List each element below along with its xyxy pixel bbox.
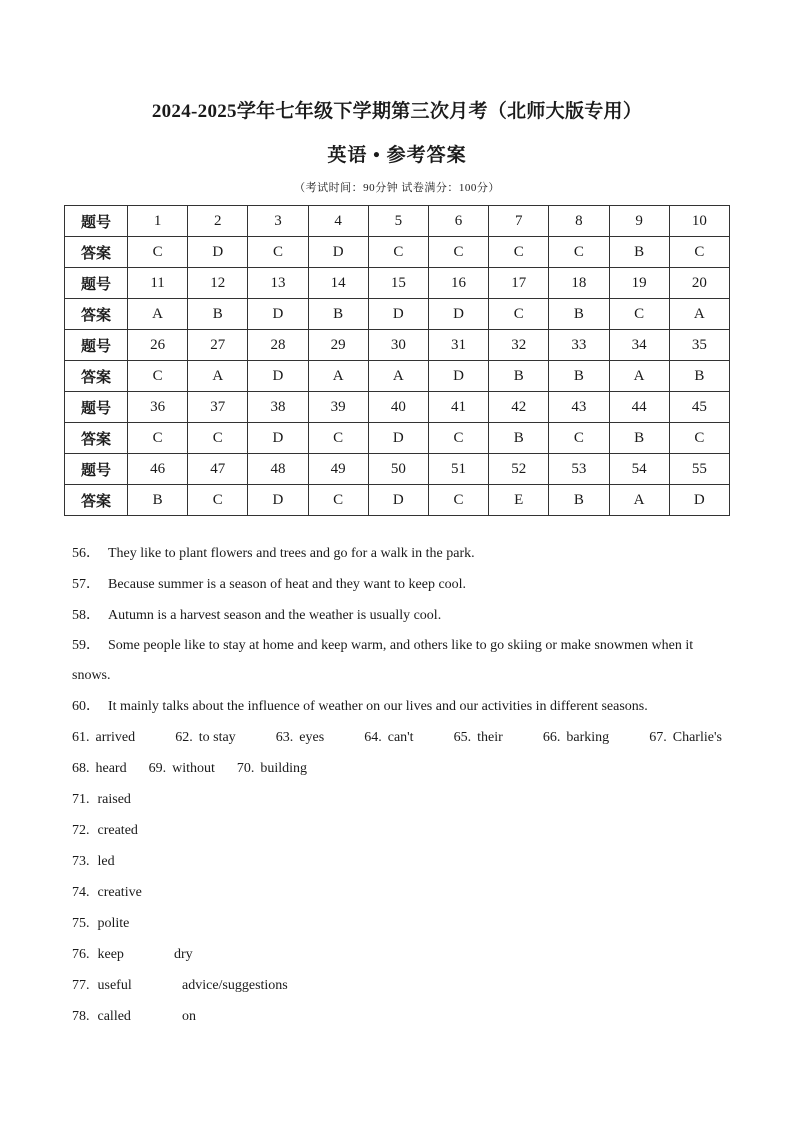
sentence-text: They like to plant flowers and trees and go for a walk in the park. bbox=[108, 546, 475, 561]
answer-cell: C bbox=[669, 423, 729, 454]
row-label-answer: 答案 bbox=[65, 423, 128, 454]
question-number: 65. bbox=[453, 730, 472, 745]
answer-cell: B bbox=[188, 299, 248, 330]
question-number-cell: 3 bbox=[248, 206, 308, 237]
question-number-cell: 45 bbox=[669, 392, 729, 423]
answer-cell: B bbox=[549, 299, 609, 330]
answer-word: created bbox=[97, 823, 138, 838]
question-number-cell: 26 bbox=[128, 330, 188, 361]
answer-cell: A bbox=[308, 361, 368, 392]
sentence-text: It mainly talks about the influence of weather on our lives and our activities in different seasons. bbox=[108, 699, 648, 714]
answer-word: their bbox=[477, 730, 503, 745]
answer-cell: D bbox=[368, 423, 428, 454]
answers-71-75 bbox=[72, 784, 722, 939]
answer-cell: A bbox=[188, 361, 248, 392]
answer-word: heard bbox=[95, 761, 127, 776]
question-number-cell: 44 bbox=[609, 392, 669, 423]
question-number-cell: 13 bbox=[248, 268, 308, 299]
sentence-text: Because summer is a season of heat and they want to keep cool. bbox=[108, 577, 467, 592]
answer-cell: D bbox=[368, 299, 428, 330]
question-number-cell: 38 bbox=[248, 392, 308, 423]
answer-row bbox=[65, 237, 730, 268]
answer-cell: C bbox=[489, 237, 549, 268]
blanks-row-68-70 bbox=[72, 753, 722, 784]
blank-answer bbox=[543, 722, 609, 753]
answer-cell: B bbox=[549, 485, 609, 516]
answer-cell: C bbox=[308, 423, 368, 454]
answer-word: eyes bbox=[299, 730, 325, 745]
sentence-56 bbox=[72, 538, 722, 569]
question-number-cell: 41 bbox=[428, 392, 488, 423]
row-label-answer: 答案 bbox=[65, 237, 128, 268]
question-number: 74. bbox=[72, 885, 90, 900]
answer-cell: D bbox=[368, 485, 428, 516]
answer-cell: D bbox=[428, 299, 488, 330]
question-number: 69. bbox=[148, 761, 167, 776]
answer-cell: C bbox=[489, 299, 549, 330]
question-number-cell: 37 bbox=[188, 392, 248, 423]
answer-cell: B bbox=[549, 361, 609, 392]
answer-word: creative bbox=[97, 885, 142, 900]
page-subtitle: 英语 • 参考答案 bbox=[327, 145, 467, 166]
question-number: 75. bbox=[72, 916, 90, 931]
double-answer-line bbox=[72, 970, 722, 1001]
answer-cell: B bbox=[489, 361, 549, 392]
answer-cell: C bbox=[128, 361, 188, 392]
answer-word: Charlie's bbox=[672, 730, 722, 745]
question-number-cell: 34 bbox=[609, 330, 669, 361]
answer-lines bbox=[72, 538, 722, 1032]
question-number-cell: 30 bbox=[368, 330, 428, 361]
sentence-57 bbox=[72, 569, 722, 600]
question-number: 76. bbox=[72, 947, 90, 962]
row-label-answer: 答案 bbox=[65, 361, 128, 392]
row-label-question: 题号 bbox=[65, 454, 128, 485]
blank-answer bbox=[72, 722, 135, 753]
answer-cell: C bbox=[128, 237, 188, 268]
answer-cell: D bbox=[308, 237, 368, 268]
blank-answer bbox=[237, 753, 307, 784]
question-number-cell: 10 bbox=[669, 206, 729, 237]
question-number-cell: 40 bbox=[368, 392, 428, 423]
question-number-cell: 48 bbox=[248, 454, 308, 485]
answer-word-first: called bbox=[97, 1009, 131, 1024]
answer-cell: C bbox=[428, 237, 488, 268]
blank-answer bbox=[276, 722, 324, 753]
question-number-cell: 28 bbox=[248, 330, 308, 361]
question-number-cell: 17 bbox=[489, 268, 549, 299]
question-number-cell: 9 bbox=[609, 206, 669, 237]
question-number: 67. bbox=[649, 730, 667, 745]
question-number: 77. bbox=[72, 978, 90, 993]
answer-word: building bbox=[260, 761, 308, 776]
question-number: 70. bbox=[236, 761, 255, 776]
question-number-row bbox=[65, 268, 730, 299]
question-number-cell: 55 bbox=[669, 454, 729, 485]
question-number-cell: 12 bbox=[188, 268, 248, 299]
answer-row bbox=[65, 423, 730, 454]
double-answer-line bbox=[72, 939, 722, 970]
question-number-cell: 15 bbox=[368, 268, 428, 299]
question-number-cell: 6 bbox=[428, 206, 488, 237]
question-number: 59． bbox=[72, 638, 100, 653]
answer-word: raised bbox=[97, 792, 131, 807]
question-number-cell: 43 bbox=[549, 392, 609, 423]
question-number-cell: 4 bbox=[308, 206, 368, 237]
answer-cell: B bbox=[609, 423, 669, 454]
answer-cell: A bbox=[128, 299, 188, 330]
question-number-cell: 36 bbox=[128, 392, 188, 423]
answer-table-body bbox=[65, 206, 730, 516]
answers-76-78 bbox=[72, 939, 722, 1032]
double-answer-line bbox=[72, 1001, 722, 1032]
blank-answer bbox=[175, 722, 235, 753]
answer-word: led bbox=[97, 854, 115, 869]
question-number-cell: 11 bbox=[128, 268, 188, 299]
question-number-cell: 49 bbox=[308, 454, 368, 485]
answer-cell: D bbox=[248, 299, 308, 330]
question-number-cell: 27 bbox=[188, 330, 248, 361]
question-number: 71. bbox=[72, 792, 90, 807]
answer-cell: D bbox=[428, 361, 488, 392]
single-answer-line bbox=[72, 784, 722, 815]
question-number: 63. bbox=[275, 730, 294, 745]
answer-cell: D bbox=[669, 485, 729, 516]
question-number-cell: 33 bbox=[549, 330, 609, 361]
question-number-cell: 39 bbox=[308, 392, 368, 423]
question-number: 78. bbox=[72, 1009, 90, 1024]
page-title: 2024-2025学年七年级下学期第三次月考（北师大版专用） bbox=[151, 101, 643, 122]
answer-cell: B bbox=[669, 361, 729, 392]
question-number-cell: 53 bbox=[549, 454, 609, 485]
answer-word-first: keep bbox=[97, 947, 124, 962]
answer-word: without bbox=[172, 761, 215, 776]
answer-cell: C bbox=[549, 423, 609, 454]
answer-cell: A bbox=[368, 361, 428, 392]
answer-word-second: advice/suggestions bbox=[182, 978, 288, 993]
blank-answer bbox=[454, 722, 503, 753]
question-number-row bbox=[65, 392, 730, 423]
question-number: 62. bbox=[175, 730, 193, 745]
question-number-cell: 14 bbox=[308, 268, 368, 299]
answer-cell: B bbox=[609, 237, 669, 268]
answer-cell: C bbox=[308, 485, 368, 516]
blank-answer bbox=[149, 753, 215, 784]
answer-cell: C bbox=[248, 237, 308, 268]
sentence-text: Autumn is a harvest season and the weather is usually cool. bbox=[108, 608, 442, 623]
answer-word: polite bbox=[97, 916, 130, 931]
blank-answer bbox=[72, 753, 127, 784]
question-number: 68. bbox=[72, 761, 90, 776]
answer-cell: A bbox=[609, 485, 669, 516]
sentence-58 bbox=[72, 600, 722, 631]
blank-answer bbox=[649, 722, 722, 753]
answer-row bbox=[65, 299, 730, 330]
question-number-cell: 51 bbox=[428, 454, 488, 485]
question-number-cell: 54 bbox=[609, 454, 669, 485]
question-number: 64. bbox=[364, 730, 382, 745]
single-answer-line bbox=[72, 815, 722, 846]
answer-cell: D bbox=[188, 237, 248, 268]
answer-word: to stay bbox=[198, 730, 236, 745]
question-number-cell: 42 bbox=[489, 392, 549, 423]
exam-info: （考试时间：90分钟 试卷满分：100分） bbox=[294, 182, 500, 194]
question-number: 61. bbox=[72, 730, 90, 745]
question-number: 73. bbox=[72, 854, 90, 869]
answer-table bbox=[64, 205, 730, 516]
answer-cell: C bbox=[188, 485, 248, 516]
answer-word: barking bbox=[566, 730, 610, 745]
question-number-cell: 2 bbox=[188, 206, 248, 237]
answer-cell: A bbox=[609, 361, 669, 392]
single-answer-line bbox=[72, 908, 722, 939]
question-number: 66. bbox=[542, 730, 561, 745]
single-answer-line bbox=[72, 846, 722, 877]
answer-cell: C bbox=[549, 237, 609, 268]
question-number: 60． bbox=[72, 699, 100, 714]
answer-cell: D bbox=[248, 485, 308, 516]
answer-cell: C bbox=[188, 423, 248, 454]
answer-word: arrived bbox=[95, 730, 136, 745]
answer-cell: C bbox=[128, 423, 188, 454]
sentence-text: Some people like to stay at home and keep warm, and others like to go skiing or make snowmen when it snows. bbox=[72, 638, 694, 683]
row-label-question: 题号 bbox=[65, 268, 128, 299]
answer-row bbox=[65, 485, 730, 516]
answer-cell: D bbox=[248, 423, 308, 454]
question-number-cell: 7 bbox=[489, 206, 549, 237]
question-number-cell: 32 bbox=[489, 330, 549, 361]
question-number-cell: 20 bbox=[669, 268, 729, 299]
row-label-question: 题号 bbox=[65, 392, 128, 423]
row-label-answer: 答案 bbox=[65, 299, 128, 330]
question-number-cell: 35 bbox=[669, 330, 729, 361]
answer-cell: A bbox=[669, 299, 729, 330]
answer-cell: E bbox=[489, 485, 549, 516]
answer-cell: B bbox=[308, 299, 368, 330]
question-number-row bbox=[65, 206, 730, 237]
question-number-cell: 1 bbox=[128, 206, 188, 237]
question-number-cell: 16 bbox=[428, 268, 488, 299]
answer-cell: B bbox=[128, 485, 188, 516]
answer-word-first: useful bbox=[97, 978, 132, 993]
question-number-cell: 19 bbox=[609, 268, 669, 299]
question-number-cell: 47 bbox=[188, 454, 248, 485]
sentence-60 bbox=[72, 691, 722, 722]
answer-word-second: dry bbox=[174, 947, 193, 962]
question-number-cell: 52 bbox=[489, 454, 549, 485]
question-number-row bbox=[65, 454, 730, 485]
answer-cell: D bbox=[248, 361, 308, 392]
question-number: 57． bbox=[72, 577, 100, 592]
question-number-cell: 29 bbox=[308, 330, 368, 361]
question-number: 58． bbox=[72, 608, 100, 623]
question-number: 56． bbox=[72, 546, 100, 561]
answer-cell: C bbox=[609, 299, 669, 330]
question-number-cell: 31 bbox=[428, 330, 488, 361]
question-number: 72. bbox=[72, 823, 90, 838]
answer-word-second: on bbox=[182, 1009, 196, 1024]
answer-cell: C bbox=[669, 237, 729, 268]
row-label-question: 题号 bbox=[65, 206, 128, 237]
question-number-row bbox=[65, 330, 730, 361]
sentence-59 bbox=[72, 631, 722, 691]
blank-answer bbox=[364, 722, 413, 753]
answer-cell: B bbox=[489, 423, 549, 454]
row-label-question: 题号 bbox=[65, 330, 128, 361]
answer-cell: C bbox=[428, 485, 488, 516]
answer-word: can't bbox=[387, 730, 414, 745]
answer-row bbox=[65, 361, 730, 392]
question-number-cell: 50 bbox=[368, 454, 428, 485]
question-number-cell: 5 bbox=[368, 206, 428, 237]
question-number-cell: 8 bbox=[549, 206, 609, 237]
question-number-cell: 46 bbox=[128, 454, 188, 485]
answer-cell: C bbox=[428, 423, 488, 454]
answer-cell: C bbox=[368, 237, 428, 268]
row-label-answer: 答案 bbox=[65, 485, 128, 516]
question-number-cell: 18 bbox=[549, 268, 609, 299]
blanks-row-61-67 bbox=[72, 722, 722, 753]
single-answer-line bbox=[72, 877, 722, 908]
